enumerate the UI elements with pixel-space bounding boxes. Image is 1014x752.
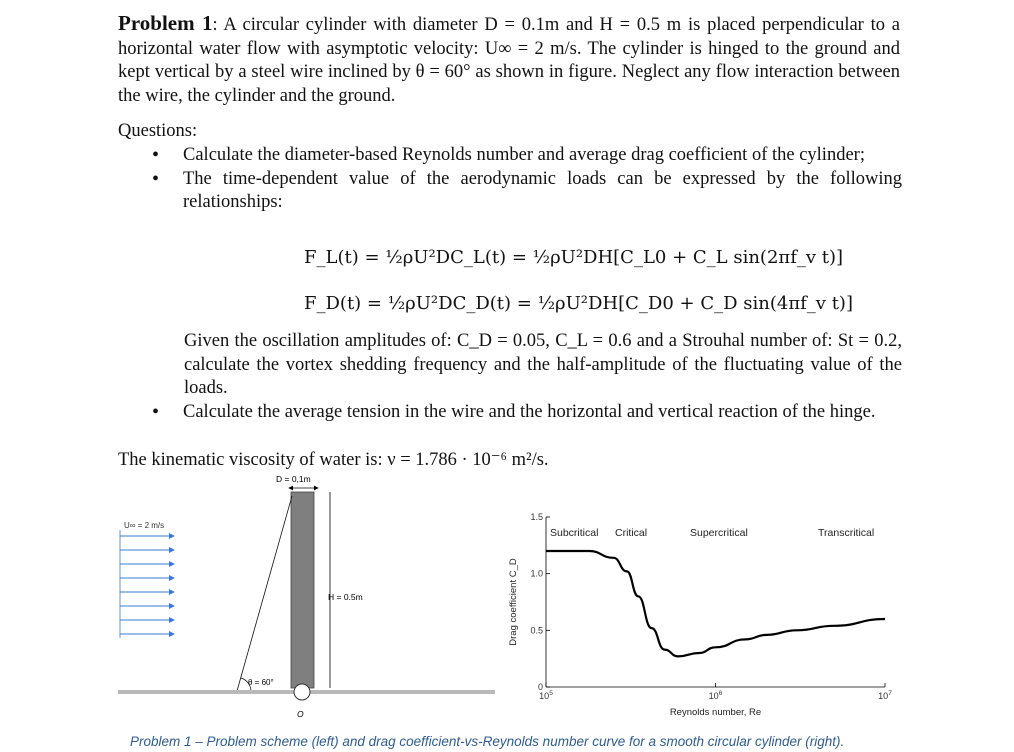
y-axis-label: Drag coefficient C_D bbox=[508, 558, 519, 646]
drag-curve bbox=[546, 551, 885, 656]
y-tick-label: 0.5 bbox=[530, 625, 543, 636]
questions-heading: Questions: bbox=[118, 121, 198, 141]
region-label-transcritical: Transcritical bbox=[818, 527, 875, 539]
question-list-1 bbox=[150, 144, 902, 215]
angle-label: θ = 60° bbox=[248, 678, 274, 687]
cylinder bbox=[291, 492, 314, 688]
region-label-critical: Critical bbox=[615, 527, 648, 539]
problem-scheme bbox=[0, 470, 510, 732]
diameter-label: D = 0,1m bbox=[276, 474, 311, 484]
hinge-label: O bbox=[297, 709, 304, 719]
y-tick-label: 1.5 bbox=[530, 512, 543, 522]
x-tick-label: $10^7$ bbox=[878, 690, 892, 701]
flow-arrows bbox=[120, 530, 174, 638]
region-label-supercritical: Supercritical bbox=[690, 527, 748, 539]
y-tick-label: 1.0 bbox=[530, 568, 543, 579]
equation-drag: F_D(t) = ½ρU²DC_D(t) = ½ρU²DH[C_D0 + C_D sin(4πf_v t)] bbox=[304, 293, 853, 314]
x-tick-label: $10^5$ bbox=[539, 690, 553, 701]
question-1: • Calculate the diameter-based Reynolds number and average drag coefficient of the cylinder; bbox=[150, 144, 902, 168]
question-3: • Calculate the average tension in the wire and the horizontal and vertical reaction of the hinge. bbox=[150, 401, 902, 425]
problem-intro bbox=[118, 12, 900, 108]
viscosity-statement: The kinematic viscosity of water is: ν = 1.786 · 10⁻⁶ m²/s. bbox=[118, 450, 549, 470]
hinge bbox=[294, 684, 310, 700]
question-list-2 bbox=[150, 401, 902, 425]
x-axis-label: Reynolds number, Re bbox=[669, 707, 762, 718]
problem-label: Problem 1 bbox=[118, 11, 213, 35]
drag-coefficient-chart bbox=[500, 505, 900, 727]
figure-caption: Problem 1 – Problem scheme (left) and drag coefficient-vs-Reynolds number curve for a smooth circular cylinder (right). bbox=[130, 734, 845, 749]
region-label-subcritical: Subcritical bbox=[550, 527, 599, 539]
question-2: • The time-dependent value of the aerodynamic loads can be expressed by the following relationships: bbox=[150, 168, 902, 215]
height-label: H = 0.5m bbox=[328, 592, 363, 602]
question-2-continuation: Given the oscillation amplitudes of: C_D = 0.05, C_L = 0.6 and a Strouhal number of: St = 0.2, calculate the vortex shedding frequency and the half-amplitude of the fluctuating value of the loads. bbox=[184, 331, 902, 398]
problem-intro-text: : A circular cylinder with diameter D = 0.1m and H = 0.5 m is placed perpendicular to a horizontal water flow with asymptotic velocity: U∞ = 2 m/s. The cylinder is hinged to the ground and kept vertical by a steel wire inclined by θ = 60° as shown in figure. Neglect any flow interaction between the wire, the cylinder and the ground. bbox=[118, 15, 900, 106]
steel-wire bbox=[237, 496, 292, 691]
equation-lift: F_L(t) = ½ρU²DC_L(t) = ½ρU²DH[C_L0 + C_L sin(2πf_v t)] bbox=[304, 247, 844, 268]
y-tick-label: 0 bbox=[537, 682, 543, 692]
x-tick-label: $10^6$ bbox=[708, 690, 723, 701]
velocity-label: U∞ = 2 m/s bbox=[124, 521, 165, 530]
